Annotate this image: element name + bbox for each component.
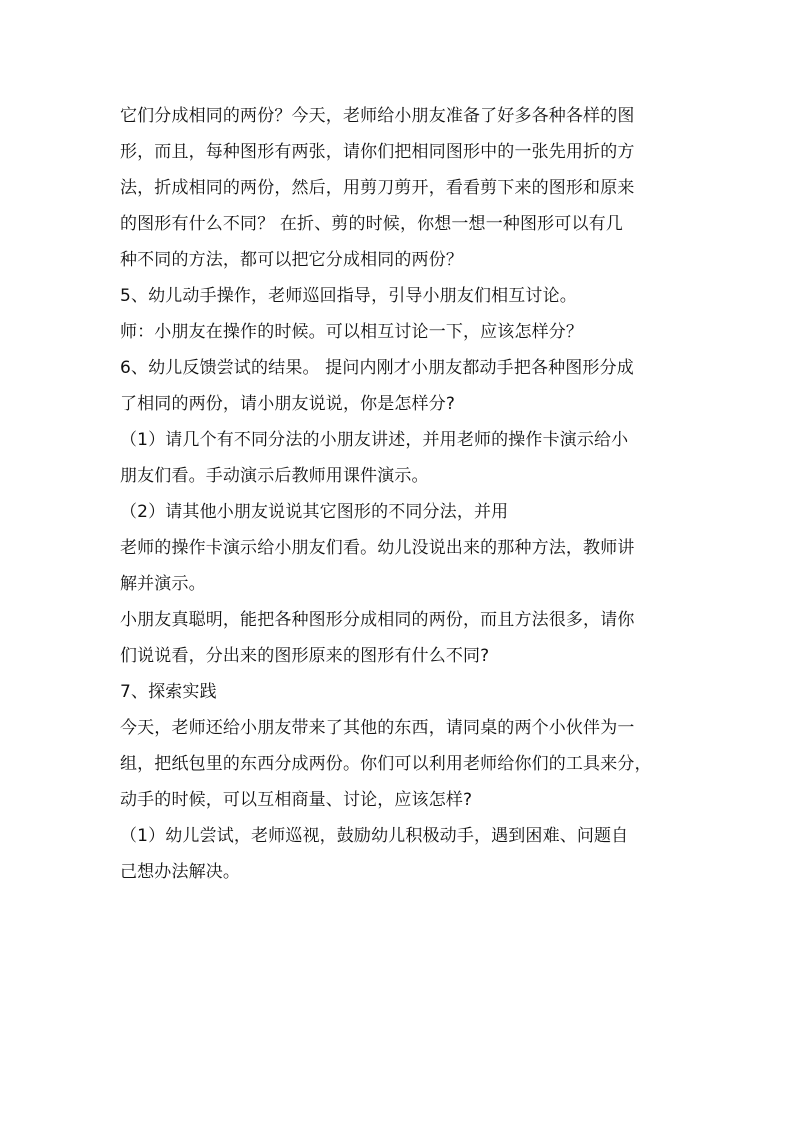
text-line: 们说说看，分出来的图形原来的图形有什么不同?	[120, 646, 490, 666]
text-line: 的图形有什么不同？ 在折、剪的时候，你想一想一种图形可以有几	[120, 214, 623, 234]
step-heading-7: 7、探索实践	[120, 682, 217, 702]
text-line: （2）请其他小朋友说说其它图形的不同分法，并用	[120, 502, 509, 522]
text-line: 师：小朋友在操作的时候。可以相互讨论一下，应该怎样分？	[120, 322, 584, 342]
text-line: 解并演示。	[120, 574, 206, 594]
text-line: （1）请几个有不同分法的小朋友讲述，并用老师的操作卡演示给小	[120, 430, 629, 450]
text-line: 了相同的两份，请小朋友说说，你是怎样分?	[120, 394, 456, 414]
step-heading-6: 6、幼儿反馈尝试的结果。 提问内刚才小朋友都动手把各种图形分成	[120, 358, 634, 378]
document-body	[120, 98, 680, 890]
text-line: 法，折成相同的两份，然后，用剪刀剪开，看看剪下来的图形和原来	[120, 178, 635, 198]
text-line: 小朋友真聪明，能把各种图形分成相同的两份，而且方法很多，请你	[120, 610, 635, 630]
text-line: 老师的操作卡演示给小朋友们看。幼儿没说出来的那种方法，教师讲	[120, 538, 635, 558]
text-line: 形，而且，每种图形有两张，请你们把相同图形中的一张先用折的方	[120, 142, 635, 162]
step-heading-5: 5、幼儿动手操作，老师巡回指导，引导小朋友们相互讨论。	[120, 286, 577, 306]
text-line: 己想办法解决。	[120, 862, 241, 882]
text-line: 种不同的方法，都可以把它分成相同的两份？	[120, 250, 463, 270]
text-line: 它们分成相同的两份？今天，老师给小朋友准备了好多各种各样的图	[120, 106, 635, 126]
text-line: （1）幼儿尝试，老师巡视，鼓励幼儿积极动手，遇到困难、问题自	[120, 826, 629, 846]
text-line: 动手的时候，可以互相商量、讨论，应该怎样?	[120, 790, 473, 810]
text-line: 今天，老师还给小朋友带来了其他的东西，请同桌的两个小伙伴为一	[120, 718, 635, 738]
text-line: 朋友们看。手动演示后教师用课件演示。	[120, 466, 429, 486]
text-line: 组，把纸包里的东西分成两份。你们可以利用老师给你们的工具来分，	[120, 754, 652, 774]
